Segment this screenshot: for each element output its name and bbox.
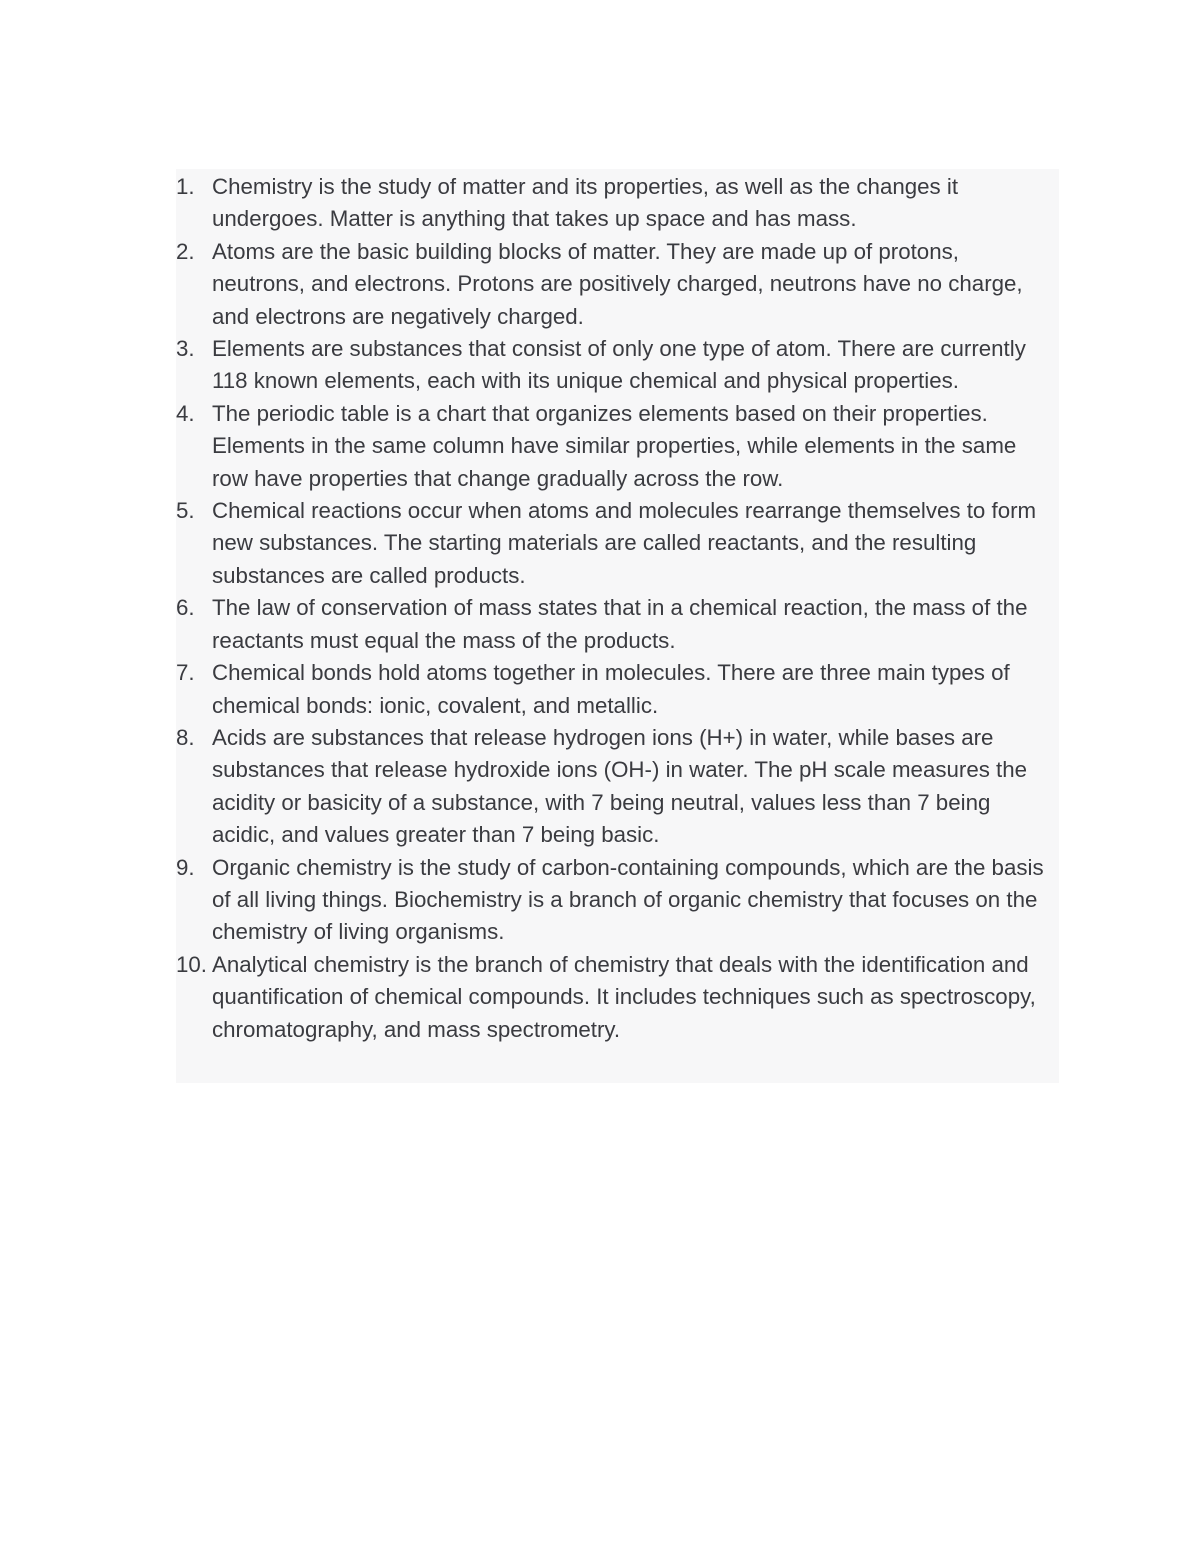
- item-text: Atoms are the basic building blocks of matter. They are made up of protons, neutrons, and electrons. Protons are positively charged, neutrons have no charge, and electrons are negatively charged.: [212, 238, 1023, 329]
- list-item: [176, 333, 1059, 398]
- item-text: Elements are substances that consist of only one type of atom. There are currently 118 known elements, each with its unique chemical and physical properties.: [212, 336, 1026, 394]
- item-text: Acids are substances that release hydrogen ions (H+) in water, while bases are substances that release hydroxide ions (OH-) in water. The pH scale measures the acidity or basicity of a substance, with 7 being neutral, values less than 7 being acidic, and values greater than 7 being basic.: [212, 724, 1028, 848]
- item-number: 3.: [176, 336, 195, 362]
- list-item: [176, 852, 1059, 949]
- item-number: 9.: [176, 854, 195, 880]
- item-text: Chemical reactions occur when atoms and molecules rearrange themselves to form new substances. The starting materials are called reactants, and the resulting substances are called products.: [212, 498, 1037, 588]
- list-item: [176, 722, 1059, 852]
- item-text: Chemistry is the study of matter and its properties, as well as the changes it undergoes. Matter is anything that takes up space and has mass.: [212, 174, 959, 232]
- item-number: 8.: [176, 724, 195, 750]
- item-number: 5.: [176, 498, 195, 524]
- item-text: Organic chemistry is the study of carbon-containing compounds, which are the basis of all living things. Biochemistry is a branch of organic chemistry that focuses on the chemistry of living organisms.: [212, 854, 1044, 945]
- list-item: [176, 236, 1059, 333]
- item-number: 6.: [176, 595, 195, 621]
- list-item: [176, 495, 1059, 592]
- item-number: 7.: [176, 660, 195, 686]
- text-block: [176, 169, 1059, 1083]
- list-item: [176, 657, 1059, 722]
- chemistry-notes-list: [176, 171, 1059, 1046]
- item-number: 1.: [176, 174, 195, 199]
- list-item: [176, 949, 1059, 1046]
- item-text: Analytical chemistry is the branch of chemistry that deals with the identification and quantification of chemical compounds. It includes techniques such as spectroscopy, chromatography, and mass spectrometry.: [212, 951, 1036, 1042]
- item-text: Chemical bonds hold atoms together in molecules. There are three main types of chemical bonds: ionic, covalent, and metallic.: [212, 660, 1010, 718]
- item-number: 10.: [176, 951, 207, 977]
- item-number: 4.: [176, 400, 195, 426]
- item-text: The periodic table is a chart that organizes elements based on their properties. Elements in the same column have similar properties, while elements in the same row have properties that change gradually across the row.: [212, 400, 1017, 491]
- item-number: 2.: [176, 238, 195, 264]
- item-text: The law of conservation of mass states that in a chemical reaction, the mass of the reactants must equal the mass of the products.: [212, 595, 1028, 653]
- list-item: [176, 592, 1059, 657]
- list-item: [176, 398, 1059, 495]
- list-item: [176, 171, 1059, 236]
